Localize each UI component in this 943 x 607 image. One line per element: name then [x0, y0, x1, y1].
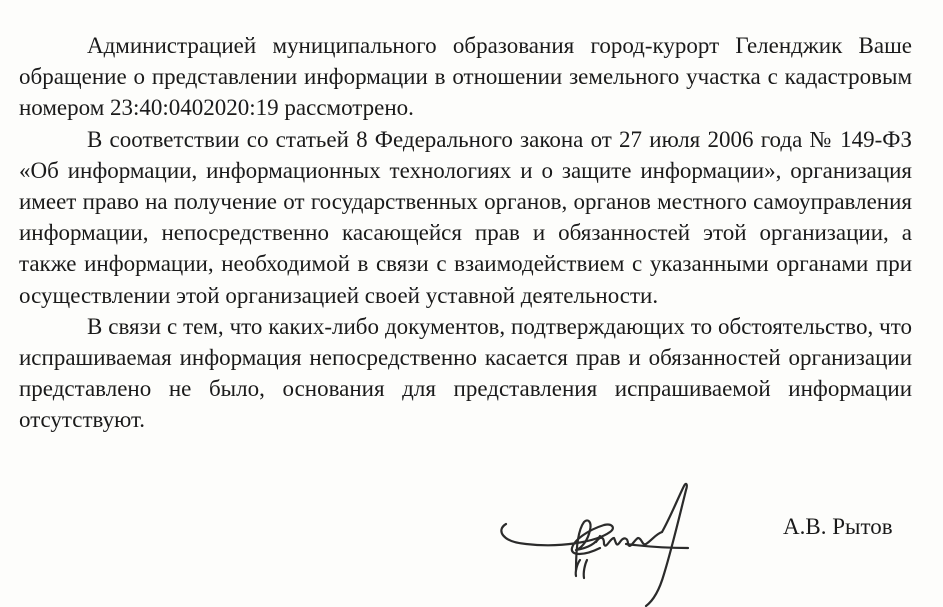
signature-stroke-flourish	[501, 524, 613, 554]
signer-name: А.В. Рытов	[783, 514, 893, 539]
signature-stroke-tick-2	[584, 560, 587, 578]
handwritten-signature	[492, 478, 692, 607]
signature-stroke-underline	[626, 544, 688, 548]
paragraph-request-reviewed: Администрацией муниципального образования город-курорт Геленджик Ваше обращение о представлении информации в отношении земельного участка с кадастровым номером 23:40:0402020:19 рассмотрено.	[19, 33, 912, 121]
paragraph-legal-basis: В соответствии со статьей 8 Федерального закона от 27 июля 2006 года № 149-ФЗ «Об информации, информационных технологиях и о защите информации», организация имеет право на получение от государственных органов, органов местного самоуправления информации, непосредственно касающейся прав и обязанностей этой организации, а также информации, необходимой в связи с взаимодействием с указанными органами при осуществлении этой организацией своей уставной деятельности.	[19, 126, 912, 308]
paragraph-refusal-grounds: В связи с тем, что каких-либо документов, подтверждающих то обстоятельство, что испрашиваемая информация непосредственно касается прав и обязанностей организации представлено не было, основания для представления испрашиваемой информации отсутствуют.	[19, 313, 912, 433]
letter-body	[19, 30, 912, 436]
signature-stroke-ascender	[646, 484, 687, 606]
